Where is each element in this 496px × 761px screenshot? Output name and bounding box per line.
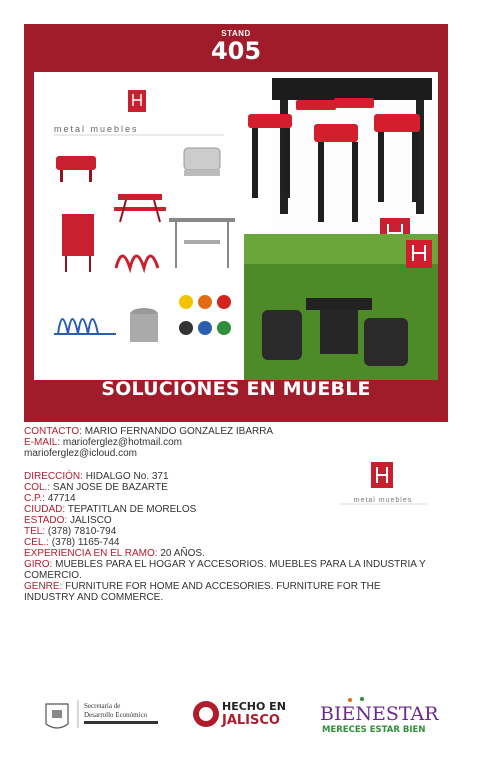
stand-number: 405 — [210, 37, 262, 65]
contact-value: MARIO FERNANDO GONZALEZ IBARRA — [84, 426, 274, 437]
colony-value: SAN JOSE DE BAZARTE — [52, 482, 168, 493]
svg-text:Desarrollo Económico: Desarrollo Económico — [84, 711, 148, 719]
product-collage-image — [34, 72, 438, 380]
patio-set-photo — [244, 234, 438, 380]
bar-table-photo — [248, 72, 438, 248]
svg-text:Secretaría de: Secretaría de — [84, 702, 121, 710]
cell-label: CEL.: — [24, 537, 50, 548]
footer-logos — [0, 690, 496, 740]
cell-row — [24, 537, 444, 548]
experience-label: EXPERIENCIA EN EL RAMO: — [24, 548, 158, 559]
address-label: DIRECCIÓN: — [24, 471, 83, 482]
contact-label: CONTACTO: — [24, 426, 82, 437]
bienestar-logo — [320, 697, 439, 735]
state-value: JALISCO — [69, 515, 112, 526]
secretaria-logo — [46, 700, 158, 728]
outdoor-products — [54, 148, 235, 342]
svg-text:metal muebles: metal muebles — [353, 497, 413, 504]
giro-label: GIRO: — [24, 559, 53, 570]
cell-value: (378) 1165-744 — [51, 537, 120, 548]
svg-text:BIENESTAR: BIENESTAR — [320, 703, 439, 725]
panel-title: SOLUCIONES EN MUEBLE — [101, 378, 371, 400]
email-value[interactable]: marioferglez@hotmail.com — [62, 437, 182, 448]
email-value-2[interactable]: marioferglez@icloud.com — [24, 448, 137, 459]
experience-row — [24, 548, 444, 559]
contact-row — [24, 426, 444, 437]
giro-row — [24, 559, 434, 581]
state-label: ESTADO: — [24, 515, 68, 526]
email-label: E-MAIL: — [24, 437, 61, 448]
svg-text:JALISCO: JALISCO — [222, 713, 280, 728]
email-row — [24, 437, 444, 448]
metal-muebles-logo — [54, 90, 224, 135]
giro-value: MUEBLES PARA EL HOGAR Y ACCESORIOS. MUEBLES PARA LA INDUSTRIA Y COMERCIO. — [24, 559, 426, 581]
svg-text:metal muebles: metal muebles — [54, 124, 139, 134]
product-collage — [34, 72, 438, 380]
genre-label: GENRE: — [24, 581, 63, 592]
city-value: TEPATITLAN DE MORELOS — [67, 504, 197, 515]
svg-text:MERECES ESTAR BIEN: MERECES ESTAR BIEN — [322, 725, 426, 735]
address-value: HIDALGO No. 371 — [85, 471, 169, 482]
metal-muebles-logo-small — [333, 458, 433, 530]
stand-panel — [24, 24, 448, 422]
company-logo — [333, 458, 433, 530]
phone-value: (378) 7810-794 — [47, 526, 117, 537]
hecho-en-jalisco-logo — [193, 700, 286, 728]
experience-value: 20 AÑOS. — [160, 548, 205, 559]
phone-label: TEL: — [24, 526, 46, 537]
zip-label: C.P.: — [24, 493, 45, 504]
genre-value: FURNITURE FOR HOME AND ACCESORIES. FURNITURE FOR THE INDUSTRY AND COMMERCE. — [24, 581, 381, 603]
colony-label: COL.: — [24, 482, 51, 493]
zip-value: 47714 — [47, 493, 76, 504]
genre-row — [24, 581, 434, 603]
svg-text:HECHO EN: HECHO EN — [222, 700, 286, 713]
sponsor-logos — [0, 690, 496, 740]
stand-label: STAND — [221, 29, 251, 38]
city-label: CIUDAD: — [24, 504, 66, 515]
